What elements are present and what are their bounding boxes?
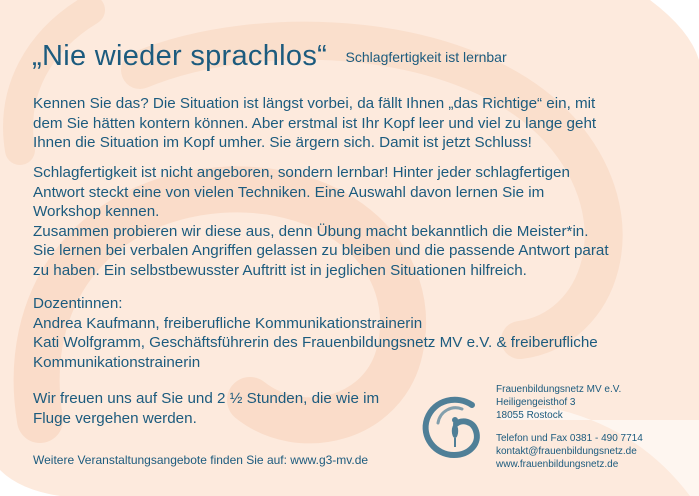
lecturers-section <box>33 294 673 372</box>
lecturers-heading: Dozentinnen: <box>33 295 123 312</box>
intro-line: Kennen Sie das? Die Situation ist längst vorbei, da fällt Ihnen „das Richtige“ ein, mit <box>33 95 596 112</box>
lecturer-line: Andrea Kaufmann, freiberufliche Kommunikationstrainerin <box>33 314 423 332</box>
body-line: Sie lernen bei verbalen Angriffen gelassen zu bleiben und die passende Antwort parat <box>33 242 609 260</box>
body-line: zu haben. Ein selbstbewusster Auftritt ist in jeglichen Situationen hilfreich. <box>33 261 527 279</box>
headline-subtitle: Schlagfertigkeit ist lernbar <box>345 49 507 65</box>
lecturer-line: Kati Wolfgramm, Geschäftsführerin des Frauenbildungsnetz MV e.V. & freiberufliche <box>33 334 598 352</box>
contact-org: Frauenbildungsnetz MV e.V. <box>496 384 622 395</box>
intro-line: Ihnen die Situation im Kopf umher. Sie ärgern sich. Damit ist jetzt Schluss! <box>33 134 532 152</box>
headline <box>32 40 507 73</box>
closing-paragraph <box>33 389 403 428</box>
headline-title: „Nie wieder sprachlos“ <box>32 40 328 72</box>
intro-paragraph <box>33 94 673 153</box>
contact-website[interactable]: www.frauenbildungsnetz.de <box>496 459 619 471</box>
lecturer-line: Kommunikationstrainerin <box>33 353 201 371</box>
body-line: Workshop kennen. <box>33 203 160 221</box>
contact-phone: Telefon und Fax 0381 - 490 7714 <box>496 432 643 444</box>
contact-email[interactable]: kontakt@frauenbildungsnetz.de <box>496 445 637 457</box>
body-line: Zusammen probieren wir diese aus, denn Übung macht bekanntlich die Meister*in. <box>33 222 589 240</box>
contact-block <box>496 383 696 471</box>
closing-line: Fluge vergehen werden. <box>33 409 197 427</box>
closing-line: Wir freuen uns auf Sie und 2 ½ Stunden, die wie im <box>33 390 380 407</box>
contact-city: 18055 Rostock <box>496 410 563 422</box>
body-line: Schlagfertigkeit ist nicht angeboren, sondern lernbar! Hinter jeder schlagfertigen <box>33 164 570 181</box>
body-paragraph <box>33 163 673 281</box>
more-events-note: Weitere Veranstaltungsangebote finden Sie auf: www.g3-mv.de <box>33 453 369 467</box>
contact-street: Heiligengeisthof 3 <box>496 397 576 409</box>
body-line: Antwort steckt eine von vielen Techniken. Eine Auswahl davon lernen Sie im <box>33 183 545 201</box>
swirl-figure-logo-icon <box>418 391 490 463</box>
intro-line: dem Sie hätten kontern können. Aber erstmal ist Ihr Kopf leer und viel zu lange geht <box>33 114 597 132</box>
